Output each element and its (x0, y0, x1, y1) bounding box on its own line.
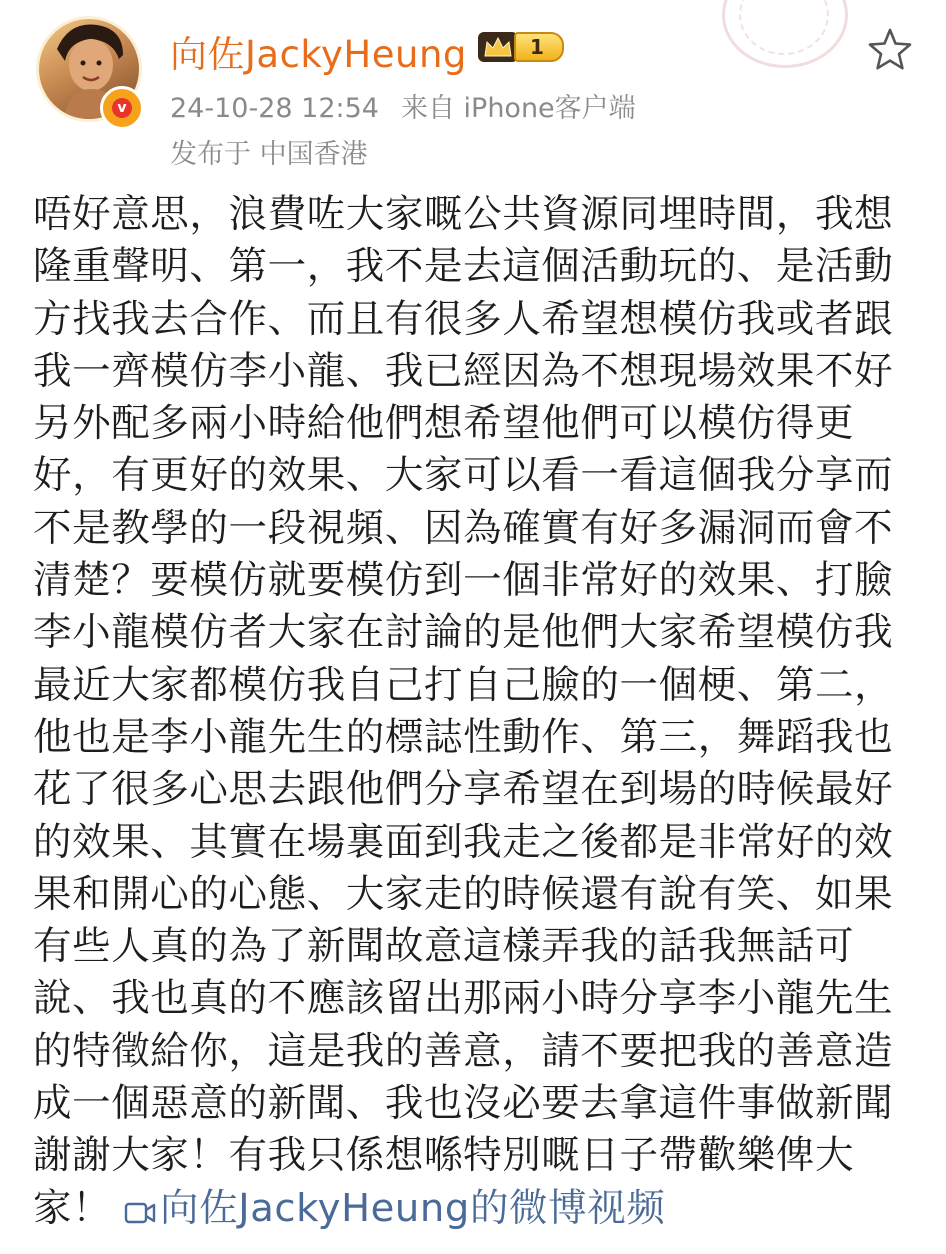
post-text-line: 有些人真的為了新聞故意這樣弄我的話我無話可 (33, 924, 855, 970)
video-link[interactable] (124, 1186, 665, 1231)
post-text-line: 方找我去合作、而且有很多人希望想模仿我或者跟 (33, 296, 894, 342)
author-avatar[interactable] (36, 16, 146, 126)
favorite-star-icon[interactable] (866, 26, 914, 74)
post-location: 发布于 中国香港 (170, 139, 368, 170)
post-text-line: 說、我也真的不應該留出那兩小時分享李小龍先生 (33, 976, 894, 1022)
post-text-line: 好，有更好的效果、大家可以看一看這個我分享而 (33, 453, 894, 499)
post-text-line: 另外配多兩小時給他們想希望他們可以模仿得更 (33, 401, 855, 447)
post-text-line: 最近大家都模仿我自己打自己臉的一個梗、第二， (33, 662, 894, 708)
crown-icon (478, 32, 518, 62)
post-source[interactable]: 来自 iPhone客户端 (400, 93, 636, 124)
post-text-line: 成一個惡意的新聞、我也沒必要去拿這件事做新聞 (33, 1081, 894, 1127)
post-text-line: 果和開心的心態、大家走的時候還有說有笑、如果 (33, 871, 894, 917)
post-text-line: 的特徵給你，這是我的善意，請不要把我的善意造 (33, 1028, 894, 1074)
post-text-line: 謝謝大家！有我只係想喺特別嘅日子帶歡樂俾大 (33, 1133, 855, 1179)
post-text-line: 花了很多心思去跟他們分享希望在到場的時候最好 (33, 767, 894, 813)
verified-badge-icon: v (100, 86, 144, 130)
post-text-line: 唔好意思，浪費咗大家嘅公共資源同埋時間，我想 (33, 192, 894, 237)
video-link-label[interactable]: 向佐JackyHeung的微博视频 (160, 1185, 666, 1231)
post-text (33, 189, 903, 1235)
post-text-line: 不是教學的一段視頻、因為確實有好多漏洞而會不 (33, 505, 894, 551)
post-text-line: 我一齊模仿李小龍、我已經因為不想現場效果不好 (33, 348, 894, 394)
post-text-line: 的效果、其實在場裏面到我走之後都是非常好的效 (33, 819, 894, 865)
decorative-stamp (722, 0, 848, 68)
video-camera-icon (124, 1199, 156, 1227)
post-meta (170, 86, 636, 125)
level-number: 1 (514, 32, 564, 62)
post-text-line: 隆重聲明、第一，我不是去這個活動玩的、是活動 (33, 244, 894, 290)
post-text-tail: 家！ (33, 1185, 112, 1231)
post-timestamp: 24-10-28 12:54 (170, 93, 379, 124)
post-text-line: 清楚？要模仿就要模仿到一個非常好的效果、打臉 (33, 558, 894, 604)
author-name[interactable]: 向佐JackyHeung (170, 33, 467, 76)
post-text-line: 李小龍模仿者大家在討論的是他們大家希望模仿我 (33, 610, 894, 656)
user-level-badge[interactable] (478, 30, 564, 64)
post-text-line: 他也是李小龍先生的標誌性動作、第三，舞蹈我也 (33, 714, 894, 760)
post-text-last-line (33, 1183, 903, 1235)
